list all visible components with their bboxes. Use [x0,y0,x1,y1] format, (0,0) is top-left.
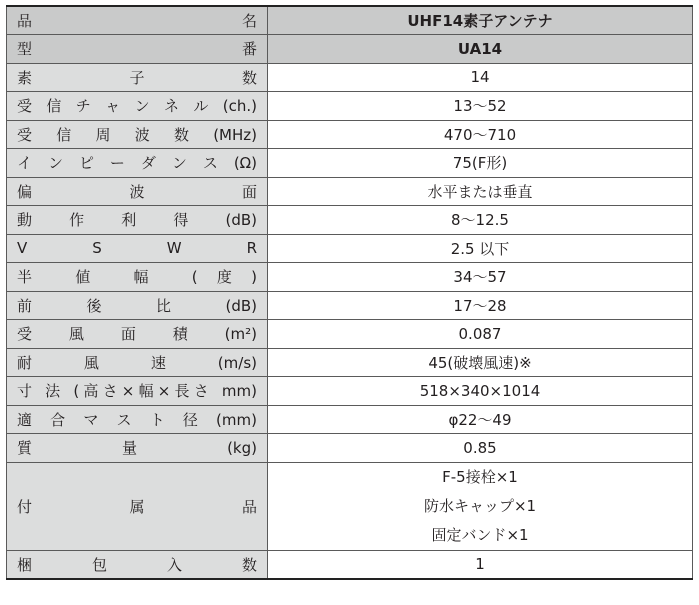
row-label: 前 後 比 (dB) [7,291,268,320]
accessory-item: 固定バンド×1 [431,525,529,544]
row-value: 17〜28 [268,291,693,320]
table-row [7,177,693,206]
packing-row [7,550,693,579]
table-row [7,6,693,35]
accessory-item: F-5接栓×1 [442,467,518,486]
row-label: V S W R [7,234,268,263]
row-value: 2.5 以下 [268,234,693,263]
table-row [7,434,693,463]
table-row [7,120,693,149]
spec-table [6,5,693,580]
row-label: 適 合 マ ス ト 径 (mm) [7,405,268,434]
row-value: 45(破壊風速)※ [268,348,693,377]
packing-label: 梱 包 入 数 [7,550,268,579]
row-value: φ22〜49 [268,405,693,434]
packing-value: 1 [268,550,693,579]
accessories-label: 付 属 品 [7,462,268,550]
row-label: 質 量 (kg) [7,434,268,463]
table-row [7,63,693,92]
row-value: 34〜57 [268,263,693,292]
table-row [7,149,693,178]
row-label: イ ン ピ ー ダ ン ス (Ω) [7,149,268,178]
table-row [7,263,693,292]
table-row [7,405,693,434]
row-label: 寸 法 (高さ×幅×長さ mm) [7,377,268,406]
row-value: 470〜710 [268,120,693,149]
row-value: 14 [268,63,693,92]
table-row [7,348,693,377]
row-label: 動 作 利 得 (dB) [7,206,268,235]
row-label: 受 信 チ ャ ン ネ ル (ch.) [7,92,268,121]
accessories-list [268,462,693,550]
row-label: 型 番 [7,35,268,64]
row-label: 半 値 幅 (度) [7,263,268,292]
row-label: 素 子 数 [7,63,268,92]
table-row [7,35,693,64]
table-row [7,377,693,406]
table-row [7,206,693,235]
row-label: 受 風 面 積 (m²) [7,320,268,349]
table-row [7,234,693,263]
row-value: 0.85 [268,434,693,463]
table-row [7,291,693,320]
row-label: 品 名 [7,6,268,35]
row-label: 偏 波 面 [7,177,268,206]
row-value: 75(F形) [268,149,693,178]
accessory-item: 防水キャップ×1 [423,496,537,515]
row-value: 0.087 [268,320,693,349]
table-row [7,92,693,121]
row-value: UHF14素子アンテナ [268,6,693,35]
row-value: 8〜12.5 [268,206,693,235]
row-value: 518×340×1014 [268,377,693,406]
row-value: 13〜52 [268,92,693,121]
table-row [7,320,693,349]
row-label: 耐 風 速 (m/s) [7,348,268,377]
row-value: 水平または垂直 [268,177,693,206]
accessories-row [7,462,693,550]
row-value: UA14 [268,35,693,64]
row-label: 受 信 周 波 数 (MHz) [7,120,268,149]
